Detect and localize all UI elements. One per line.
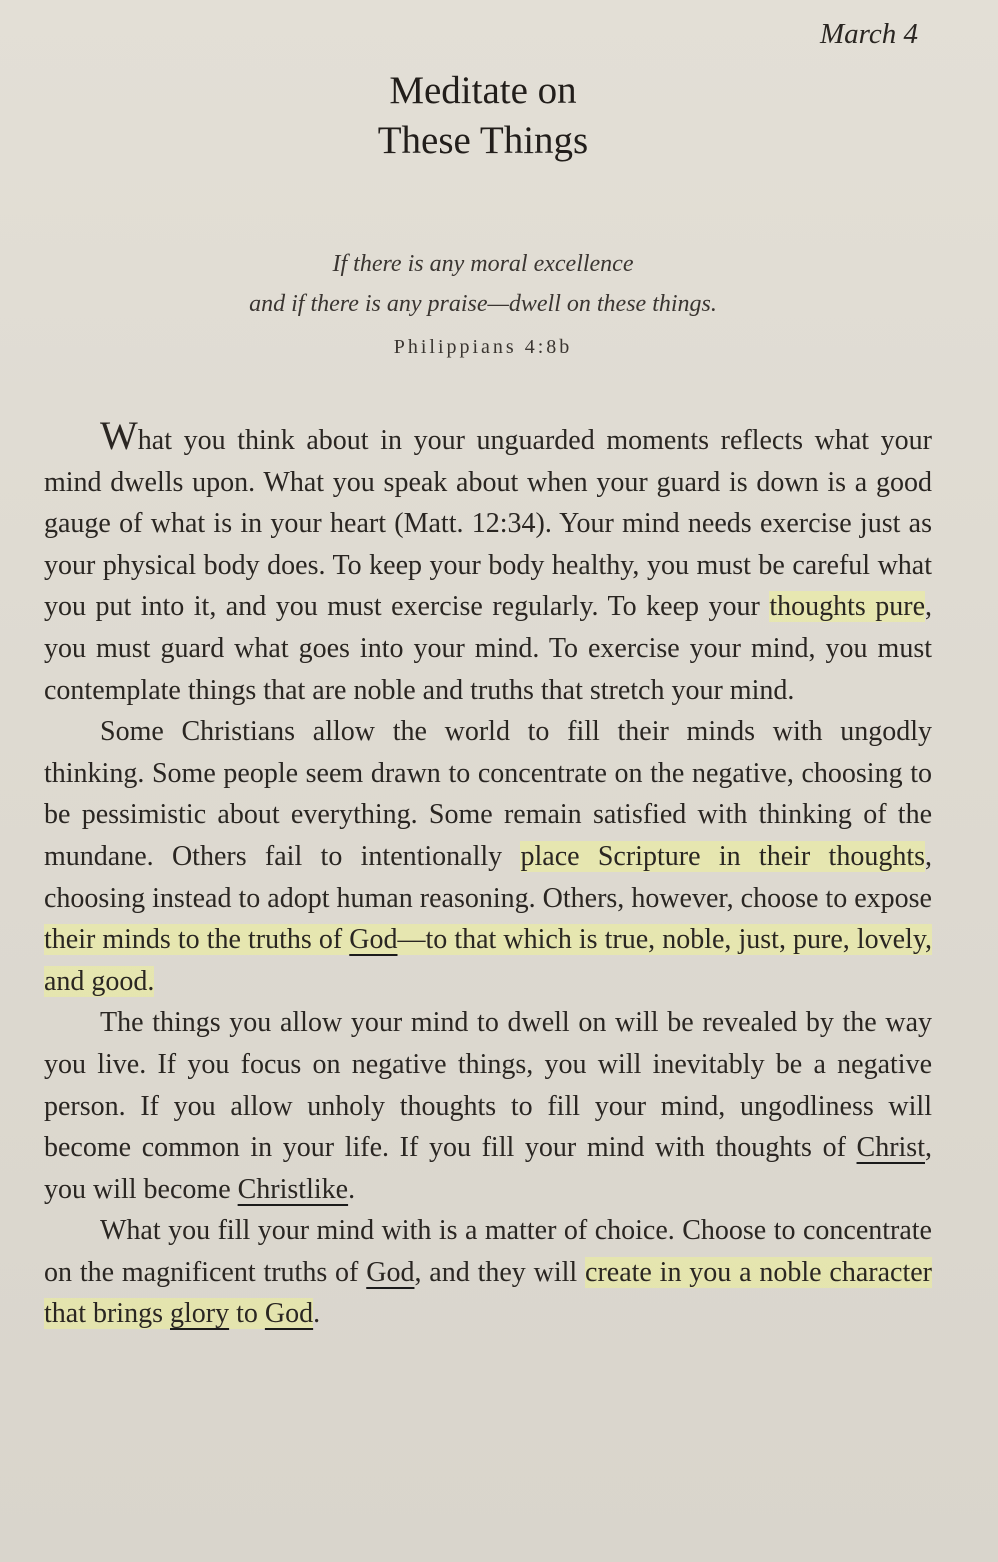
paragraph-1: [44, 413, 932, 711]
p3-text-b: , you will become: [44, 1132, 932, 1205]
p4-text-c: .: [313, 1298, 321, 1330]
p1-highlight-a: thoughts pure: [769, 591, 925, 623]
p4-text-b: , and they will: [414, 1256, 586, 1288]
scripture-reference: Philippians 4:8b: [393, 336, 573, 358]
devotional-title: [0, 66, 966, 166]
paragraph-4: [44, 1210, 932, 1335]
p2-text-b: , choosing instead to adopt human reasoning. Others, however, choose to expose: [44, 840, 932, 914]
paragraph-3: [44, 1002, 932, 1210]
page-date: March 4: [820, 18, 918, 50]
p3-underline-christlike: Christlike: [237, 1173, 349, 1205]
p4-underline-god: God: [366, 1256, 415, 1288]
p2-highlight-a: place Scripture in their thoughts: [520, 840, 925, 872]
scripture-line-1: If there is any moral excellence: [332, 251, 634, 277]
p4-highlight-text: create in you a noble character that brings: [44, 1256, 932, 1330]
scripture-quote: [0, 244, 966, 324]
paragraph-2: [44, 711, 932, 1002]
p4-underline-glory: glory: [170, 1298, 230, 1330]
p3-text-a: The things you allow your mind to dwell on will be revealed by the way you live. If you focus on negative things, you will inevitably be a negative person. If you allow unholy thoughts to fill your mind, ungodliness will become common in your life. If you fill your mind with thoughts of: [44, 1007, 932, 1164]
drop-cap: W: [100, 413, 138, 458]
title-line-1: Meditate on: [389, 69, 577, 112]
p4-text-a: What you fill your mind with is a matter of choice. Choose to concentrate on the magnificent truths of: [44, 1215, 932, 1288]
title-line-2: These Things: [377, 119, 589, 162]
scripture-line-2: and if there is any praise—dwell on these things.: [249, 291, 717, 317]
p2-text-a: Some Christians allow the world to fill their minds with ungodly thinking. Some people seem drawn to concentrate on the negative, choosing to be pessimistic about everything. Some remain satisfied with thinking of the mundane. Others fail to intentionally: [44, 716, 932, 872]
p1-text-b: , you must guard what goes into your mind. To exercise your mind, you must contemplate things that are noble and truths that stretch your mind.: [44, 591, 932, 706]
p1-text-a: hat you think about in your unguarded moments reflects what your mind dwells upon. What you speak about when your guard is down is a good gauge of what is in your heart (Matt. 12:34). Your mind needs exercise just as your physical body does. To keep your body healthy, you must be careful what you put into it, and you must exercise regularly. To keep your: [44, 425, 932, 623]
p2-highlight-b: [44, 924, 932, 997]
p4-highlight-mid: to: [229, 1298, 265, 1330]
p3-underline-christ: Christ: [856, 1132, 925, 1164]
p2-highlight-b-1: their minds to the truths of: [44, 924, 350, 956]
p4-underline-god-2: God: [264, 1298, 314, 1330]
devotional-body: [44, 413, 933, 1335]
p2-highlight-b-2: —to that which is true, noble, just, pure, lovely, and good.: [44, 924, 933, 997]
p3-text-c: .: [348, 1173, 356, 1205]
p2-underline-god: God: [349, 924, 398, 956]
